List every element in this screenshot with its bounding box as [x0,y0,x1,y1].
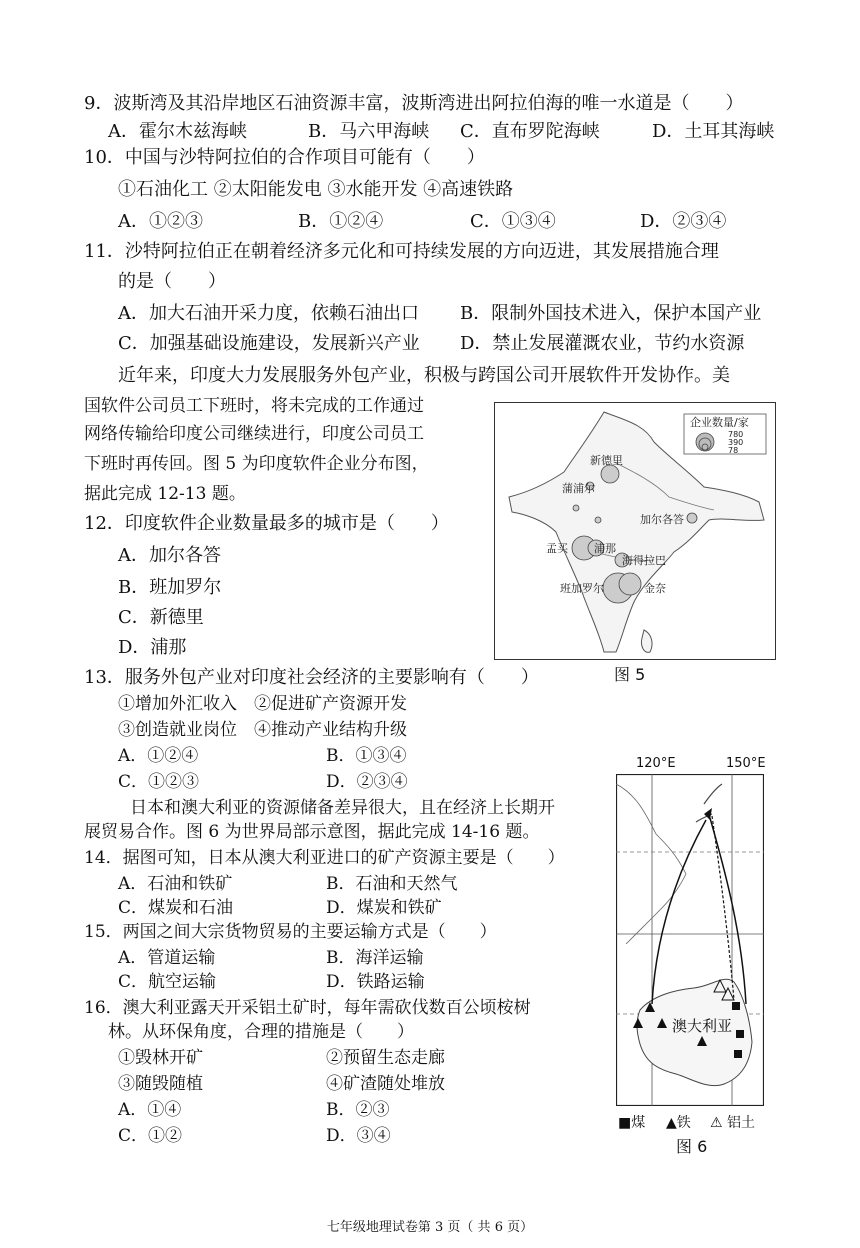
q13-items-row2: ③创造就业岗位 ④推动产业结构升级 [118,720,407,740]
q9-option-c: C．直布罗陀海峡 [460,121,600,142]
q15-option-d: D．铁路运输 [326,972,425,992]
q14-option-a: A．石油和铁矿 [118,874,233,894]
figure5-india-map [494,402,776,660]
q14-option-b: B．石油和天然气 [326,874,458,894]
figure6-caption: 图 6 [676,1137,708,1156]
q16-item-2: ②预留生态走廊 [326,1048,445,1068]
city-label-bangalore: 班加罗尔 [560,582,604,595]
q11-option-b: B．限制外国技术进入，保护本国产业 [460,303,762,324]
city-label-hyderabad: 海得拉巴 [622,554,666,567]
q12-option-b: B．班加罗尔 [118,577,222,598]
legend-value-78: 78 [728,446,739,455]
city-label-jaipur: 蒲浦尔 [562,482,595,495]
q16-stem-line2: 林。从环保角度，合理的措施是（ ） [108,1022,414,1042]
q11-option-d: D．禁止发展灌溉农业，节约水资源 [460,333,745,354]
q10-option-d: D．②③④ [640,211,727,232]
figure6-legend-bauxite: ⚠ 铝土 [710,1115,756,1131]
passage-japan-line1: 日本和澳大利亚的资源储备差异很大，且在经济上长期开 [130,798,555,818]
q9-option-a: A．霍尔木兹海峡 [108,121,247,142]
passage-india-line4: 下班时再传回。图 5 为印度软件企业分布图， [84,454,429,474]
figure6-map [616,774,764,1106]
passage-india-line1: 近年来，印度大力发展服务外包产业，积极与跨国公司开展软件开发协作。美 [118,365,730,386]
q15-option-a: A．管道运输 [118,948,216,968]
legend-value-390: 390 [728,438,744,447]
q13-option-b: B．①③④ [326,746,407,766]
q11-option-c: C．加强基础设施建设，发展新兴产业 [118,333,420,354]
q14-stem: 14．据图可知，日本从澳大利亚进口的矿产资源主要是（ ） [84,848,565,868]
q12-option-a: A．加尔各答 [118,545,221,566]
passage-india-line5: 据此完成 12-13 题。 [84,484,246,504]
city-label-new-delhi: 新德里 [590,454,623,467]
q16-option-b: B．②③ [326,1100,390,1120]
page-footer: 七年级地理试卷第 3 页（ 共 6 页） [326,1220,534,1235]
passage-india-line2: 国软件公司员工下班时，将未完成的工作通过 [84,396,424,416]
legend-circle-78 [702,444,708,450]
city-circle-chennai [619,573,641,595]
q9-option-b: B．马六甲海峡 [308,121,430,142]
q11-stem-line2: 的是（ ） [118,271,226,292]
city-label-mumbai: 孟买 [546,542,568,555]
passage-japan-line2: 展贸易合作。图 6 为世界局部示意图，据此完成 14-16 题。 [84,822,540,842]
q14-option-c: C．煤炭和石油 [118,898,234,918]
q10-option-a: A．①②③ [118,211,203,232]
figure5-caption: 图 5 [614,665,646,684]
q16-item-3: ③随毁随植 [118,1074,203,1094]
figure6-lon-label-120: 120°E [636,756,676,771]
q16-stem-line1: 16．澳大利亚露天开采铝土矿时，每年需砍伐数百公顷桉树 [84,998,531,1018]
figure6-lon-label-150: 150°E [726,756,766,771]
q15-option-c: C．航空运输 [118,972,217,992]
city-circle-new-delhi [601,465,619,483]
q16-option-c: C．①② [118,1126,183,1146]
q16-option-a: A．①④ [118,1100,182,1120]
coal-symbol [734,1050,742,1058]
q16-item-1: ①毁林开矿 [118,1048,203,1068]
q10-items: ①石油化工 ②太阳能发电 ③水能开发 ④高速铁路 [118,179,514,200]
q11-stem-line1: 11．沙特阿拉伯正在朝着经济多元化和可持续发展的方向迈进，其发展措施合理 [84,241,719,262]
passage-india-line3: 网络传输给印度公司继续进行，印度公司员工 [84,424,424,444]
q13-option-a: A．①②④ [118,746,199,766]
q16-item-4: ④矿渣随处堆放 [326,1074,445,1094]
q15-stem: 15．两国之间大宗货物贸易的主要运输方式是（ ） [84,922,497,942]
q12-option-c: C．新德里 [118,607,204,628]
legend-value-780: 780 [728,430,744,439]
q10-option-b: B．①②④ [298,211,384,232]
figure6-legend-coal: ■煤 [618,1115,646,1131]
q12-option-d: D．浦那 [118,637,187,658]
figure6-legend-iron: ▲铁 [666,1115,691,1131]
q14-option-d: D．煤炭和铁矿 [326,898,442,918]
q12-stem: 12．印度软件企业数量最多的城市是（ ） [84,513,449,534]
q10-stem: 10．中国与沙特阿拉伯的合作项目可能有（ ） [84,147,485,168]
city-circle-kolkata [687,513,697,523]
q16-option-d: D．③④ [326,1126,391,1146]
australia-label: 澳大利亚 [672,1017,733,1035]
q9-stem: 9．波斯湾及其沿岸地区石油资源丰富，波斯湾进出阿拉伯海的唯一水道是（ ） [84,93,744,114]
q10-option-c: C．①③④ [470,211,556,232]
city-label-pune: 浦那 [594,542,616,555]
q13-items-row1: ①增加外汇收入 ②促进矿产资源开发 [118,694,407,714]
city-circle-small [573,505,579,511]
q13-option-d: D．②③④ [326,772,408,792]
city-circle-small [595,517,601,523]
legend-title: 企业数量/家 [690,416,749,429]
city-label-kolkata: 加尔各答 [640,513,684,526]
coal-symbol [736,1030,744,1038]
q11-option-a: A．加大石油开采力度，依赖石油出口 [118,303,419,324]
coal-symbol [732,1002,740,1010]
q13-stem: 13．服务外包产业对印度社会经济的主要影响有（ ） [84,667,539,688]
q13-option-c: C．①②③ [118,772,200,792]
city-label-chennai: 金奈 [644,582,666,595]
q9-option-d: D．土耳其海峡 [652,121,775,142]
q15-option-b: B．海洋运输 [326,948,424,968]
